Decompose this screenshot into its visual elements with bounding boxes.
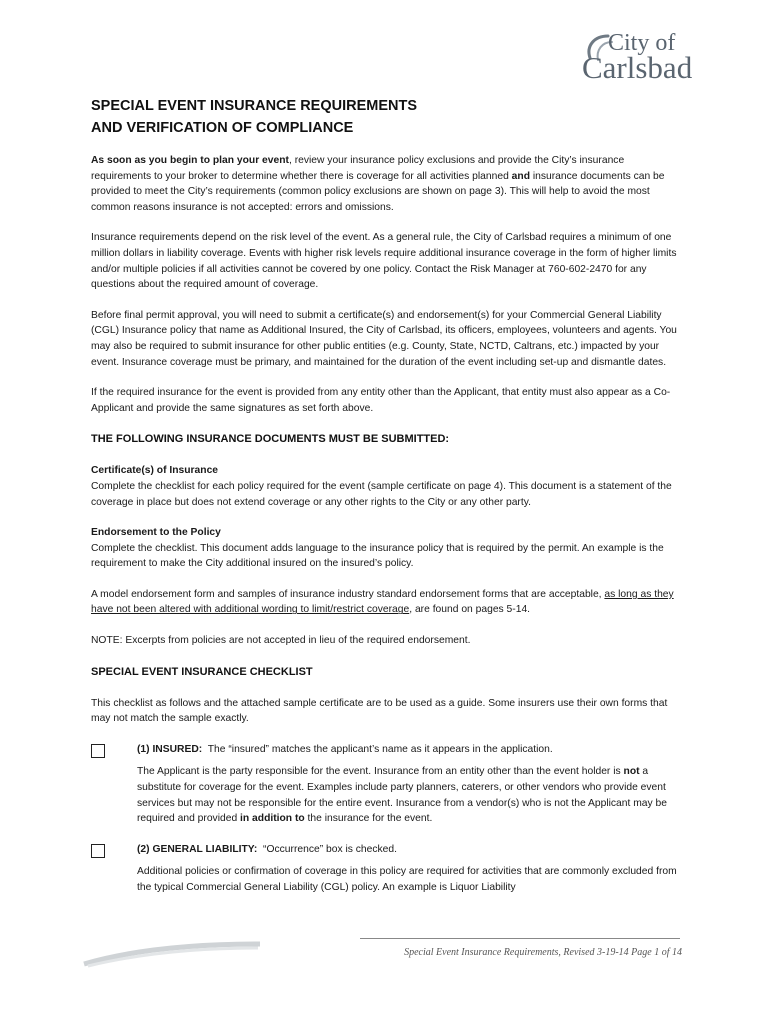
- intro-paragraph: [91, 153, 683, 215]
- checklist-heading: SPECIAL EVENT INSURANCE CHECKLIST: [91, 665, 313, 678]
- title-line-1: SPECIAL EVENT INSURANCE REQUIREMENTS: [91, 98, 418, 114]
- logo-line-carlsbad: Carlsbad: [582, 50, 693, 85]
- certificate-text: Complete the checklist for each policy required for the event (sample certificate on page 4). This document is a statement of the coverage in place but does not extend coverage or any other rights to the City or any other party.: [91, 480, 672, 508]
- general-liability-label: (2) GENERAL LIABILITY:: [137, 843, 258, 855]
- risk-paragraph: Insurance requirements depend on the risk level of the event. As a general rule, the City of Carlsbad requires a minimum of one million dollars in liability coverage. Events with higher risk levels require additional insurance coverage in the form of higher limits and/or multiple policies if all activities cannot be covered by one policy. Contact the Risk Manager at 760-602-2470 for any questions about the required amount of coverage.: [91, 232, 677, 291]
- insured-detail-not: not: [623, 766, 640, 778]
- insured-detail: [137, 764, 683, 826]
- checklist-item-insured: [91, 742, 683, 827]
- general-liability-detail: Additional policies or confirmation of coverage in this policy are required for activities that are commonly excluded from the typical Commercial General Liability (CGL) policy. An example is Liquor Liability: [137, 866, 677, 893]
- insured-detail-addition: in addition to: [240, 813, 305, 825]
- intro-and: and: [511, 170, 530, 182]
- general-liability-line: [137, 842, 683, 858]
- document-body: [91, 153, 683, 903]
- model-form-text-b: , are found on pages 5-14.: [409, 604, 531, 616]
- intro-text-a: , review your insurance policy exclusions and provide the City’s insurance requirements to your broker to determine whether there is coverage for all activities planned: [91, 155, 625, 182]
- model-form-underlined: as long as they have not been altered with additional wording to limit/restrict coverage: [91, 588, 674, 616]
- note-paragraph: NOTE: Excerpts from policies are not accepted in lieu of the required endorsement.: [91, 635, 471, 647]
- endorsement-text: Complete the checklist. This document adds language to the insurance policy that is required by the permit. An example is the requirement to make the City additional insured on the insured’s policy.: [91, 542, 664, 570]
- page-title: [91, 95, 651, 139]
- insured-detail-c: the insurance for the event.: [304, 813, 433, 825]
- checklist-item-general-liability: [91, 842, 683, 896]
- insured-checkbox[interactable]: [91, 744, 105, 758]
- general-liability-text: “Occurrence” box is checked.: [257, 843, 397, 855]
- model-form-paragraph: [91, 587, 683, 618]
- general-liability-checkbox[interactable]: [91, 844, 105, 858]
- title-line-2: AND VERIFICATION OF COMPLIANCE: [91, 120, 354, 136]
- city-of-carlsbad-logo: [578, 30, 693, 94]
- model-form-text-a: A model endorsement form and samples of insurance industry standard endorsement forms that are acceptable,: [91, 588, 605, 600]
- footer-swoosh-icon: [82, 934, 262, 968]
- intro-text-b: insurance documents can be provided to meet the City’s requirements (common policy exclusions are shown on page 3). This will help to avoid the most common reasons insurance is not accepted: errors and omissions.: [91, 170, 665, 213]
- certificate-heading: Certificate(s) of Insurance: [91, 465, 219, 477]
- certificate-section: [91, 463, 683, 510]
- intro-lead: As soon as you begin to plan your event: [91, 155, 289, 166]
- insured-detail-a: The Applicant is the party responsible for the event. Insurance from an entity other than the event holder is: [137, 766, 624, 778]
- logo-line-city: City of: [608, 30, 676, 56]
- endorsement-section: [91, 525, 683, 572]
- page-footer: Special Event Insurance Requirements, Revised 3-19-14 Page 1 of 14: [404, 947, 682, 958]
- approval-paragraph: Before final permit approval, you will need to submit a certificate(s) and endorsement(s) for your Commercial General Liability (CGL) Insurance policy that name as Additional Insured, the City of Carlsbad, its officers, employees, volunteers and agents. You may also be required to submit insurance for other public entities (e.g. County, State, NCTD, Caltrans, etc.) impacted by your event. Insurance coverage must be primary, and maintained for the duration of the event including set-up and dismantle dates.: [91, 309, 677, 368]
- endorsement-heading: Endorsement to the Policy: [91, 527, 221, 539]
- documents-heading: THE FOLLOWING INSURANCE DOCUMENTS MUST BE SUBMITTED:: [91, 433, 450, 446]
- insured-label: (1) INSURED:: [137, 743, 203, 755]
- footer-rule: [360, 938, 680, 939]
- insured-line: [137, 742, 683, 758]
- insured-text: The “insured” matches the applicant’s name as it appears in the application.: [202, 743, 553, 755]
- co-applicant-paragraph: If the required insurance for the event is provided from any entity other than the Applicant, that entity must also appear as a Co-Applicant and provide the same signatures as set forth above.: [91, 387, 671, 414]
- insured-detail-b: a substitute for coverage for the event. Examples include party planners, caterers, or other vendors who provide event services but may not be responsible for the entire event. Insurance from a vendor(s) who is not the Applicant may be required and provided: [137, 766, 667, 825]
- checklist-intro: This checklist as follows and the attached sample certificate are to be used as a guide. Some insurers use their own forms that may not match the sample exactly.: [91, 697, 668, 725]
